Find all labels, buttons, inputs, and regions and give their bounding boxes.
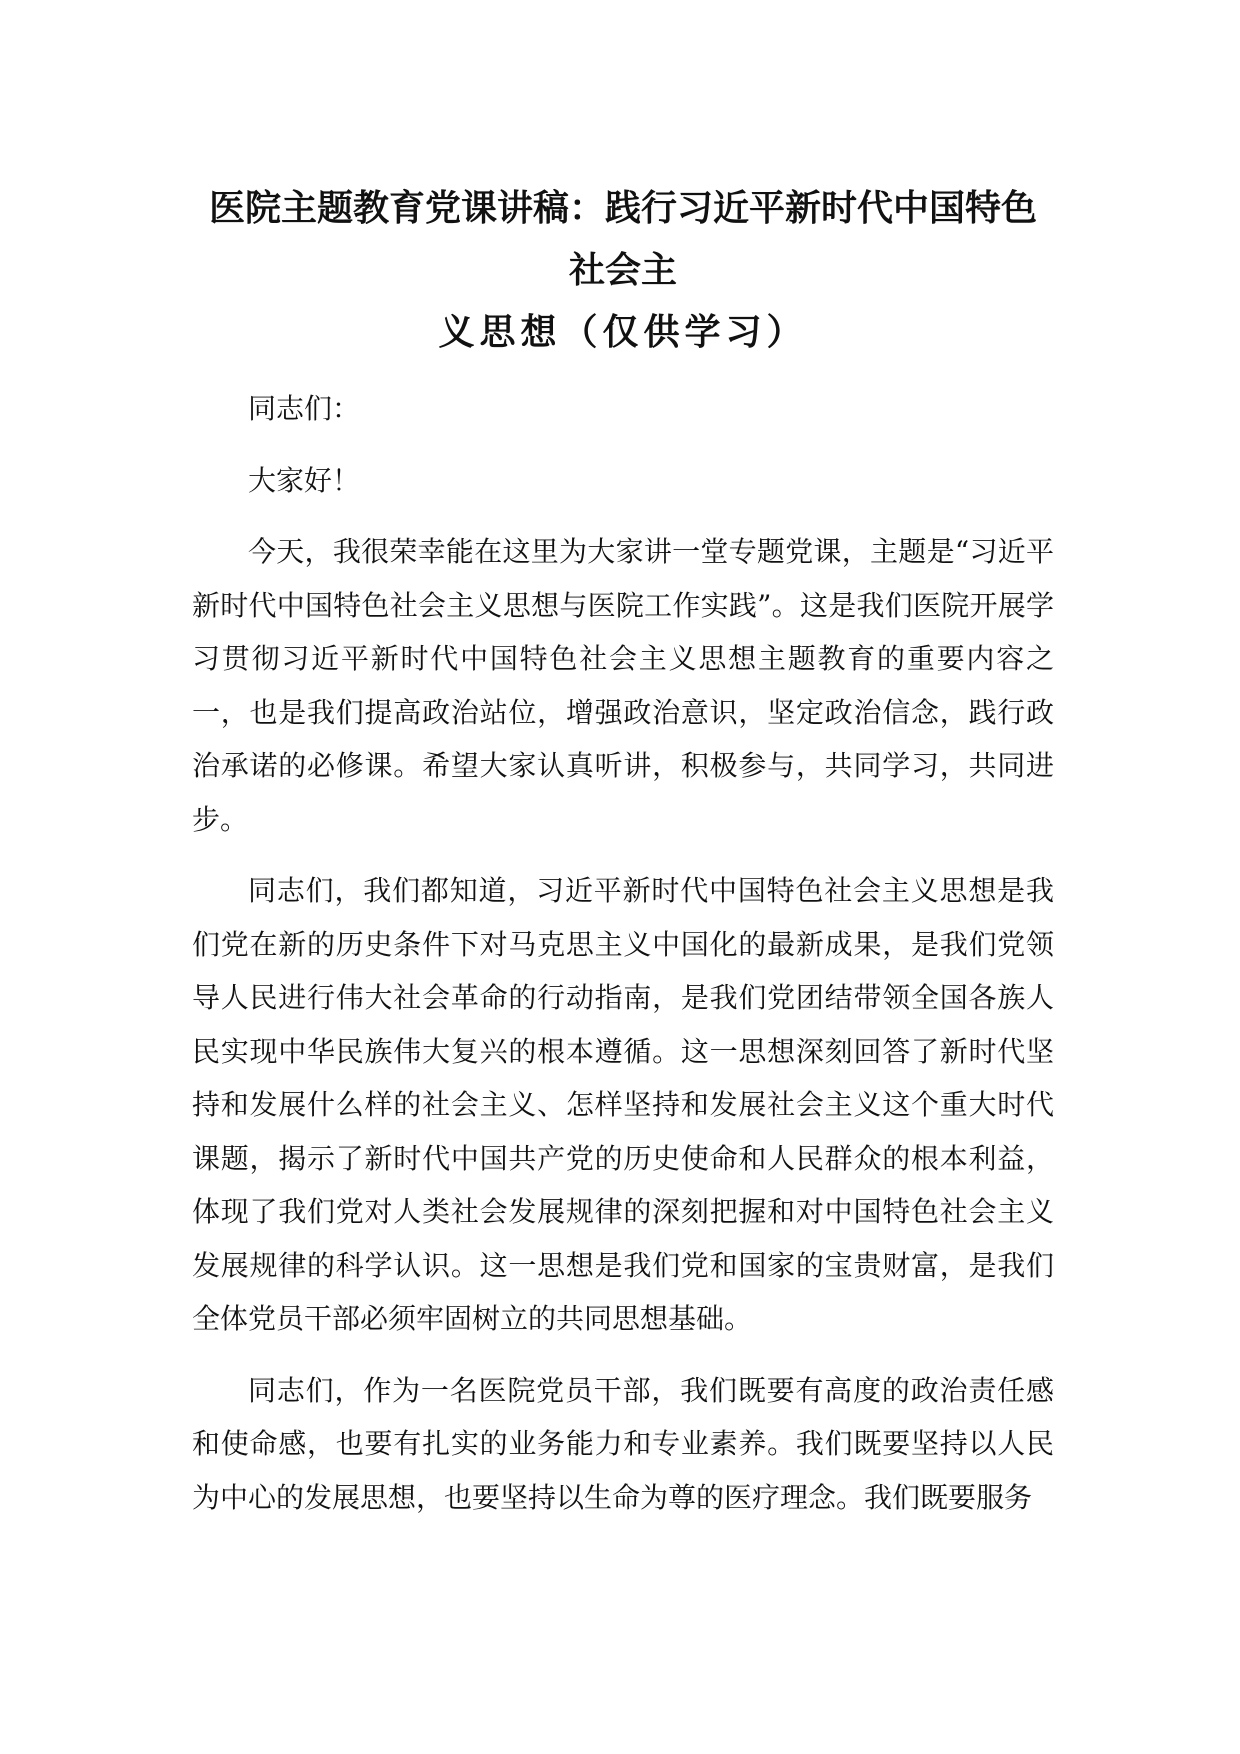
paragraph-hospital-cadre: 同志们，作为一名医院党员干部，我们既要有高度的政治责任感和使命感，也要有扎实的业务能力和专业素养。我们既要坚持以人民为中心的发展思想，也要坚持以生命为尊的医疗理念。我们既要服务 <box>192 1373 1054 1514</box>
paragraph-thought-significance: 同志们，我们都知道，习近平新时代中国特色社会主义思想是我们党在新的历史条件下对马克思主义中国化的最新成果，是我们党领导人民进行伟大社会革命的行动指南，是我们党团结带领全国各族人民实现中华民族伟大复兴的根本遵循。这一思想深刻回答了新时代坚持和发展什么样的社会主义、怎样坚持和发展社会主义这个重大时代课题，揭示了新时代中国共产党的历史使命和人民群众的根本利益，体现了我们党对人类社会发展规律的深刻把握和对中国特色社会主义发展规律的科学认识。这一思想是我们党和国家的宝贵财富，是我们全体党员干部必须牢固树立的共同思想基础。 <box>192 874 1054 1335</box>
document-title-line-2: 义思想（仅供学习） <box>438 312 808 353</box>
salutation: 同志们： <box>248 392 361 425</box>
greeting: 大家好！ <box>248 463 361 497</box>
paragraph-intro: 今天，我很荣幸能在这里为大家讲一堂专题党课，主题是“习近平新时代中国特色社会主义思想与医院工作实践”。这是我们医院开展学习贯彻习近平新时代中国特色社会主义思想主题教育的重要内容之一，也是我们提高政治站位，增强政治意识，坚定政治信念，践行政治承诺的必修课。希望大家认真听讲，积极参与，共同学习，共同进步。 <box>192 535 1054 836</box>
document-body <box>192 178 1054 1524</box>
document-title <box>192 178 1054 364</box>
document-title-line-1: 医院主题教育党课讲稿：践行习近平新时代中国特色社会主 <box>208 188 1037 291</box>
